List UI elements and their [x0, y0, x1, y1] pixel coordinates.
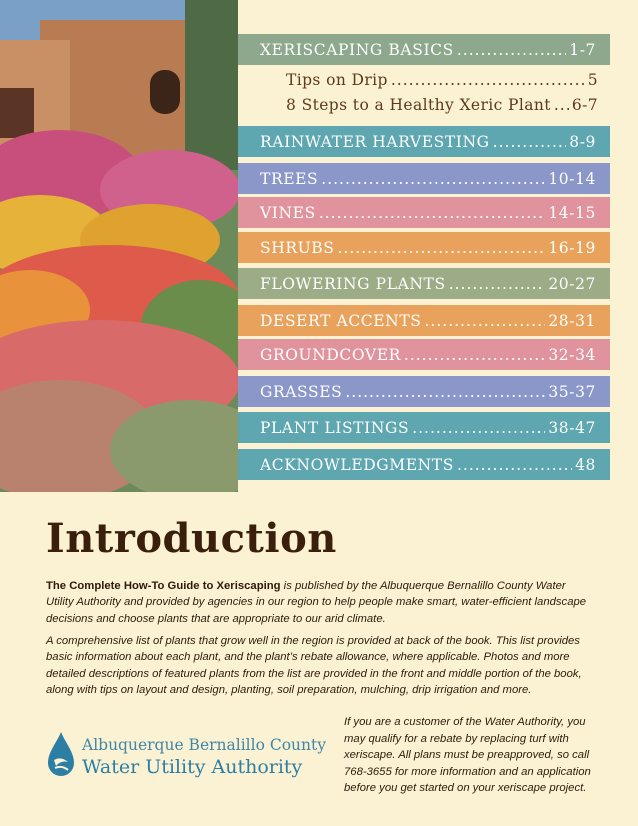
toc-item-acknowledgments[interactable]: ACKNOWLEDGMENTS ..... 48 — [238, 449, 610, 480]
water-drop-icon — [46, 730, 76, 780]
toc-subitem-tips-on-drip[interactable]: Tips on Drip ..... 5 — [286, 71, 598, 89]
toc-item-groundcover[interactable]: GROUNDCOVER ..... 32-34 — [238, 339, 610, 370]
toc-item-grasses[interactable]: GRASSES ..... 35-37 — [238, 376, 610, 407]
toc-item-vines[interactable]: VINES ..... 14-15 — [238, 197, 610, 228]
toc-item-flowering-plants[interactable]: FLOWERING PLANTS ..... 20-27 — [238, 268, 610, 299]
logo-line-2: Water Utility Authority — [82, 756, 303, 778]
toc-item-shrubs[interactable]: SHRUBS ..... 16-19 — [238, 232, 610, 263]
water-authority-logo — [46, 728, 326, 782]
table-of-contents — [238, 0, 638, 492]
toc-item-rainwater-harvesting[interactable]: RAINWATER HARVESTING ..... 8-9 — [238, 126, 610, 157]
toc-subitem-eight-steps[interactable]: 8 Steps to a Healthy Xeric Plant ..... 6-7 — [286, 96, 598, 114]
logo-line-1: Albuquerque Bernalillo County — [82, 736, 326, 754]
garden-photo — [0, 0, 238, 492]
rebate-note: If you are a customer of the Water Authority, you may qualify for a rebate by replacing turf with xeriscape. All plans must be preapproved, so call 768-3655 for more information and an application before you get started on your xeriscape project. — [344, 716, 591, 795]
toc-item-xeriscaping-basics[interactable]: XERISCAPING BASICS ..... 1-7 — [238, 34, 610, 65]
page-title: Introduction — [46, 515, 337, 562]
intro-paragraph-2: A comprehensive list of plants that grow well in the region is provided at back of the book. This list provides basic information about each plant, and the plant’s rebate allowance, where applicable. Photos and more detailed descriptions of featured plants from the list are provided in the front and middle portion of the book, along with tips on layout and design, planting, soil preparation, mulching, drip irrigation and more. — [46, 635, 582, 697]
toc-item-plant-listings[interactable]: PLANT LISTINGS ..... 38-47 — [238, 412, 610, 443]
intro-paragraph-1: The Complete How-To Guide to Xeriscaping is published by the Albuquerque Bernalillo County Water Utility Authority and provided by agencies in our region to help people make smart, water-efficient landscape decisions and choose plants that are appropriate to our arid climate. — [46, 580, 587, 625]
toc-item-desert-accents[interactable]: DESERT ACCENTS ..... 28-31 — [238, 305, 610, 336]
guide-title: The Complete How-To Guide to Xeriscaping — [46, 580, 281, 592]
toc-item-trees[interactable]: TREES ..... 10-14 — [238, 163, 610, 194]
